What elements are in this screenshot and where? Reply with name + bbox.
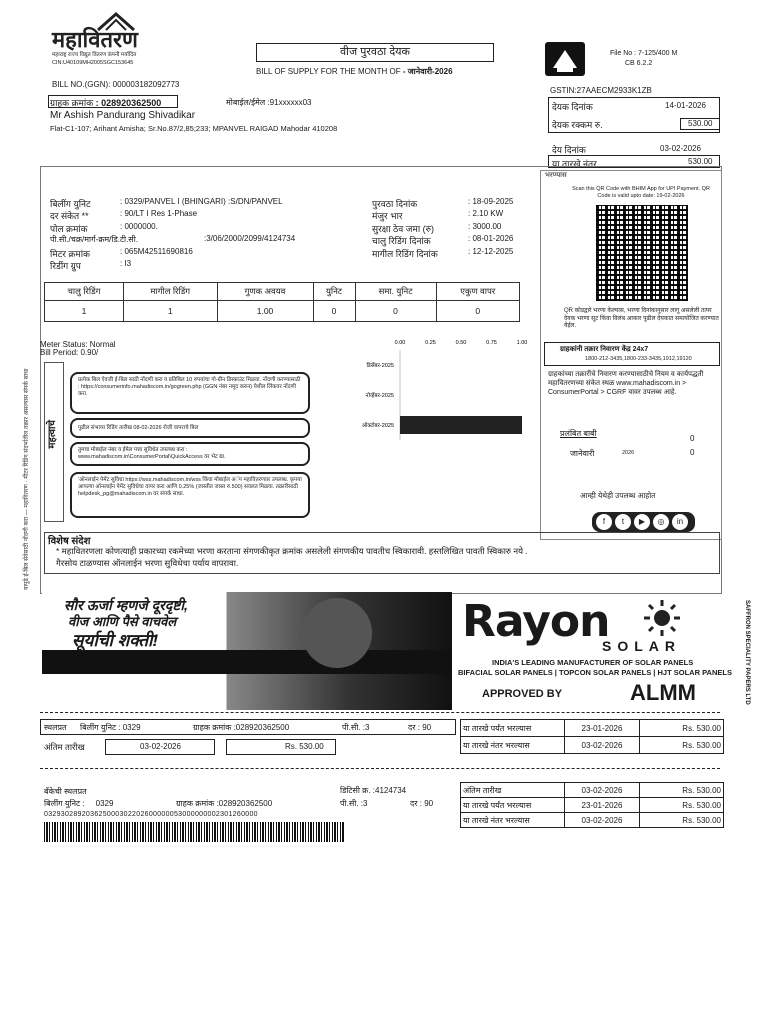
sanctioned-load: : 2.10 KW — [468, 209, 504, 218]
meter: : 065M42511690816 — [120, 247, 193, 256]
meter-status: Meter Status: Normal — [40, 340, 116, 349]
sanctioned-load-label: मंजुर भार — [372, 211, 403, 221]
cin: CIN:U40109MH2005SGC153645 — [52, 60, 134, 66]
meter-label: मिटर क्रमांक — [50, 249, 90, 259]
current-reading-date-label: चालु रिडिंग दिनांक — [372, 236, 431, 246]
current-reading-date: : 08-01-2026 — [468, 234, 514, 243]
gstin: GSTIN:27AAECM2933K1ZB — [550, 86, 652, 95]
special-message-text1: * महावितरणला कोणत्याही प्रकारच्या रकमेच्या भरणा करताना संगणकीकृत क्रमांक असलेली संगणकीय पावतीच स्विकारावी. हस्तलिखित पावती स्विकारु नये . — [56, 546, 528, 556]
slip2-row-last: अंतिम तारीख 03-02-2026 Rs. 530.00 — [461, 783, 724, 798]
notice-next-reading: पुढील संभाव्य रिडिंग तारीख 08-02-2026 रोजी वापराचे बिल — [70, 418, 310, 438]
slip1-consumer-no: ग्राहक क्रमांक :028920362500 — [193, 723, 290, 732]
slip1-tariff: दर : 90 — [408, 723, 432, 732]
bharnayas-label: भरण्यास — [545, 172, 567, 179]
slip1-pc: पी.सी. :3 — [342, 723, 370, 732]
notice-ebill: प्रत्येक बिल ऐवजी ई-बिल साठी नोंदणी करा व प्रतिबिल 10 रुपयांचा गो-ग्रीन डिस्काउंट मिळवा. नोंदणी करण्यासाठी : https://consumerinfo.mahadiscom.in/gogreen.php (GGN नंबर नमूद करुन) येथील लिंकवर नोंदणी करा. — [70, 372, 310, 414]
bill-amount-label: देयक रक्कम रु. — [552, 120, 603, 130]
header-total-usage: एकुण वापर — [436, 283, 519, 301]
notice-side-label: महत्वाचे — [47, 420, 58, 449]
chart-x-tick: 0.25 — [425, 340, 436, 346]
ad-line1: सौर ऊर्जा म्हणजे दूरदृष्टी, — [64, 597, 188, 613]
pole: : 0000000. — [120, 222, 158, 231]
rayon-sub: SOLAR — [602, 638, 681, 654]
slip2-consumer-no: ग्राहक क्रमांक :028920362500 — [176, 799, 273, 808]
ad-line2: वीज आणि पैसे वाचवेल — [68, 614, 177, 629]
helpline-numbers: 1800-212-3435,1800-233-3435,1912,19120 — [585, 356, 692, 362]
bill-month: - जानेवारी-2026 — [402, 67, 453, 76]
header-previous-reading: मागील रिडिंग — [123, 283, 217, 301]
slip2-table — [460, 782, 724, 828]
security-deposit: : 3000.00 — [468, 222, 502, 231]
due-date: 03-02-2026 — [660, 144, 701, 153]
slip1-last-date: 03-02-2026 — [140, 742, 181, 751]
total-usage: 0 — [436, 301, 519, 322]
ad-dark-band — [42, 650, 452, 674]
slip1-row-after: या तारखे नंतर भरल्यास 03-02-2026 Rs. 530.00 — [461, 737, 724, 754]
header-current-reading: चालु रिडिंग — [45, 283, 124, 301]
readings-table — [44, 282, 520, 322]
bill-title-box — [256, 43, 494, 62]
ad-tagline2: BIFACIAL SOLAR PANELS | TOPCON SOLAR PANELS | HJT SOLAR PANELS — [458, 668, 732, 677]
after-due-amount: 530.00 — [688, 157, 713, 166]
bill-date-label: देयक दिनांक — [552, 102, 593, 112]
consumer-no: ग्राहक क्रमांक : 028920362500 — [50, 98, 162, 108]
special-message-title: विशेष संदेश — [48, 536, 91, 547]
social-icons-bar — [592, 512, 695, 532]
multiplier: 1.00 — [217, 301, 313, 322]
chart-category-label: डिसेंबर-2025 — [366, 363, 394, 369]
reading-group-label: रिडींग ग्रुप — [50, 261, 81, 271]
facebook-icon[interactable]: f — [596, 514, 612, 530]
reading-group: : I3 — [120, 259, 132, 268]
bill-month-line — [256, 66, 453, 77]
readings-value-row — [45, 301, 520, 322]
supply-date-label: पुरवठा दिनांक — [372, 199, 418, 209]
chart-x-tick: 1.00 — [516, 340, 528, 346]
upi-qr-code[interactable] — [596, 205, 688, 301]
slip1-last-date-label: अंतिम तारीख — [44, 742, 85, 752]
usage-chart — [330, 334, 530, 444]
slip2-billing-unit: बिलींग युनिट : 0329 — [44, 799, 114, 808]
solar-ad — [42, 592, 742, 710]
adj-units: 0 — [355, 301, 436, 322]
previous-reading-date-label: मागील रिडिंग दिनांक — [372, 249, 438, 259]
tariff: : 90/LT I Res 1-Phase — [120, 209, 198, 218]
readings-header-row — [45, 283, 520, 301]
slip2-pc: पी.सी. :3 — [340, 799, 368, 808]
chart-bar — [400, 416, 522, 434]
sun-icon — [642, 598, 682, 638]
chart-category-label: नोव्हेंबर-2025 — [365, 393, 394, 399]
january-label: जानेवारी — [570, 449, 595, 458]
after-due-label: या तारखे नंतर — [552, 159, 597, 169]
header-adj-units: समा. युनिट — [355, 283, 436, 301]
helpline-title: ग्राहकांनी तक्रार निवारण केंद्र 24x7 — [560, 346, 649, 353]
units: 0 — [313, 301, 355, 322]
slip2-bank-label: बँकेची स्थलप्रत — [44, 787, 87, 796]
pending-label: प्रलंबित बाबी — [560, 429, 597, 438]
january-year: 2026 — [622, 450, 635, 456]
pole-label: पोल क्रमांक — [50, 224, 88, 234]
ad-almm: ALMM — [630, 680, 696, 705]
bill-date: 14-01-2026 — [665, 101, 706, 110]
slip2-row-after: या तारखे नंतर भरल्यास 03-02-2026 Rs. 530.00 — [461, 813, 724, 828]
logo-text: महावितरण — [52, 27, 138, 53]
security-deposit-label: सुरक्षा ठेव जमा (रु) — [372, 224, 435, 234]
bill-no: BILL NO.(GGN): 000003182092773 — [52, 80, 180, 89]
tariff-label: दर संकेत ** — [50, 211, 89, 221]
consumer-address: Flat-C1-107; Arihant Amisha; Sr.No.87/2,85;233; MPANVEL RAIGAD Mahodar 410208 — [50, 124, 338, 133]
current-reading: 1 — [45, 301, 124, 322]
barcode-number: 032930289203625000302202600000053000000002301260000 — [44, 811, 258, 818]
grievance-info: ग्राहकांच्या तक्रारींचे निवारण करण्यासाठीचे नियम व कार्यपद्धती महावितरणच्या संकेत स्थळ www.mahadiscom.in > ConsumerPortal > CGRF वावर उपलब्ध आहे. — [548, 371, 704, 396]
paper-vendor: SAFFRON SPECIALITY PAPERS LTD — [744, 600, 750, 705]
consumer-name: Mr Ashish Pandurang Shivadikar — [50, 110, 196, 121]
bill-period: Bill Period: 0.90/ — [40, 348, 99, 357]
billing-unit-label: बिलींग युनिट — [50, 199, 91, 209]
bill-title-marathi: वीज पुरवठा देयक — [339, 46, 410, 58]
billing-unit: : 0329/PANVEL I (BHINGARI) :S/DN/PANVEL — [120, 197, 283, 206]
slip1-table — [460, 719, 724, 754]
previous-reading-date: : 12-12-2025 — [468, 247, 514, 256]
youtube-icon[interactable]: ▶ — [634, 514, 650, 530]
cb-code: CB 6.2.2 — [625, 60, 653, 67]
rayon-logo-text: Rayon — [462, 596, 610, 647]
chart-x-tick: 0.75 — [486, 340, 497, 346]
route-label: पी.सी./चक्र/मार्ग-क्रम/डि.टी.सी. — [50, 235, 138, 244]
bill-amount: 530.00 — [688, 119, 713, 128]
slip1-billing-unit: बिलींग युनिट : 0329 — [80, 723, 141, 732]
logo-tagline: महाराष्ट्र राज्य विद्युत वितरण कंपनी मर्यादित — [52, 52, 137, 58]
file-no: File No : 7-125/400 M — [610, 50, 678, 57]
twitter-icon[interactable]: t — [615, 514, 631, 530]
qr-note: QR कोडद्वारे भरणा केल्यास, भरणा दिनांकानुसार लागू असलेली तत्पर देयक भरणा सूट किंवा विलंब आकार पुढील देयकात समायोजित करण्यात येईल. — [564, 308, 719, 329]
supply-date: : 18-09-2025 — [468, 197, 514, 206]
ad-line3: सूर्याची शक्ती! — [72, 631, 159, 650]
special-message-text2: गैरसोय टाळण्यास ऑनलाईन भरणा सुविधेचा पर्याय वापरावा. — [56, 558, 239, 568]
linkedin-icon[interactable]: in — [672, 514, 688, 530]
ad-person-image — [302, 598, 372, 668]
mobile: मोबाईल/ईमेल :91xxxxxx03 — [226, 98, 312, 107]
previous-reading: 1 — [123, 301, 217, 322]
pending-value: 0 — [690, 434, 695, 443]
slip2-dtc: डिटिसी क्र. :4124734 — [340, 786, 407, 795]
social-label: आम्ही येथेही उपलब्ध आहोत — [580, 491, 656, 500]
chart-x-tick: 0.50 — [455, 340, 467, 346]
instagram-icon[interactable]: ◎ — [653, 514, 669, 530]
bill-title-english: BILL OF SUPPLY FOR THE MONTH OF — [256, 67, 401, 76]
ad-approved: APPROVED BY — [482, 688, 563, 700]
notice-online-payment: 'ऑनलाईन पेमेंट सुविधा https://wss.mahadiscom.in/wss किंवा मोबाईल अॅप महावितरणवर उपलब्ध. कृपया आपल्या ऑनलाईन पेमेंट सुविधेचा वापर करा आणि 0.25% (जास्तीत जास्त रु.500) सवलत मिळवा. तक्रारीसाठी helpdesk_pg@mahadiscom.in वर संपर्क साधा. — [70, 472, 310, 518]
emblem-icon — [545, 42, 585, 76]
slip1-location: स्थलप्रत — [44, 723, 67, 732]
chart-category-label: ऑक्टोबर-2025 — [361, 423, 394, 429]
cut-line-2 — [40, 768, 720, 769]
header-multiplier: गुणक अवयव — [217, 283, 313, 301]
qr-caption: Scan this QR Code with BHIM App for UPI Payment. QR Code is valid upto date: 19-02-2026 — [572, 186, 710, 199]
slip1-amount: Rs. 530.00 — [285, 742, 324, 751]
side-vertical-text: यापुढे ई-बिल सेवेसाठी नोंदणी करा — महावितरण · मीटर रिडिंग संदर्भातील तक्रार असल्यास संपर्क साधा — [24, 368, 30, 590]
mahavitaran-logo — [52, 10, 182, 64]
ad-tagline1: INDIA'S LEADING MANUFACTURER OF SOLAR PANELS — [492, 658, 694, 667]
slip2-row-before: या तारखे पर्यंत भरल्यास 23-01-2026 Rs. 530.00 — [461, 798, 724, 813]
notice-mobile-register: तुमचा मोबाईल नंबर व ईमेल पत्ता सुविधेत उपलब्ध करा : www.mahadiscom.in\ConsumerPortal\QuickAccess वर भेट द्या. — [70, 442, 310, 466]
payment-barcode[interactable] — [44, 822, 344, 842]
cut-line-1 — [40, 712, 720, 713]
route: :3/06/2000/2099/4124734 — [204, 234, 296, 243]
slip1-row-before: या तारखे पर्यंत भरल्यास 23-01-2026 Rs. 530.00 — [461, 720, 724, 737]
header-units: युनिट — [313, 283, 355, 301]
january-value: 0 — [690, 448, 695, 457]
chart-x-tick: 0.00 — [394, 340, 406, 346]
due-date-label: देय दिनांक — [552, 145, 586, 155]
slip2-tariff: दर : 90 — [410, 799, 434, 808]
